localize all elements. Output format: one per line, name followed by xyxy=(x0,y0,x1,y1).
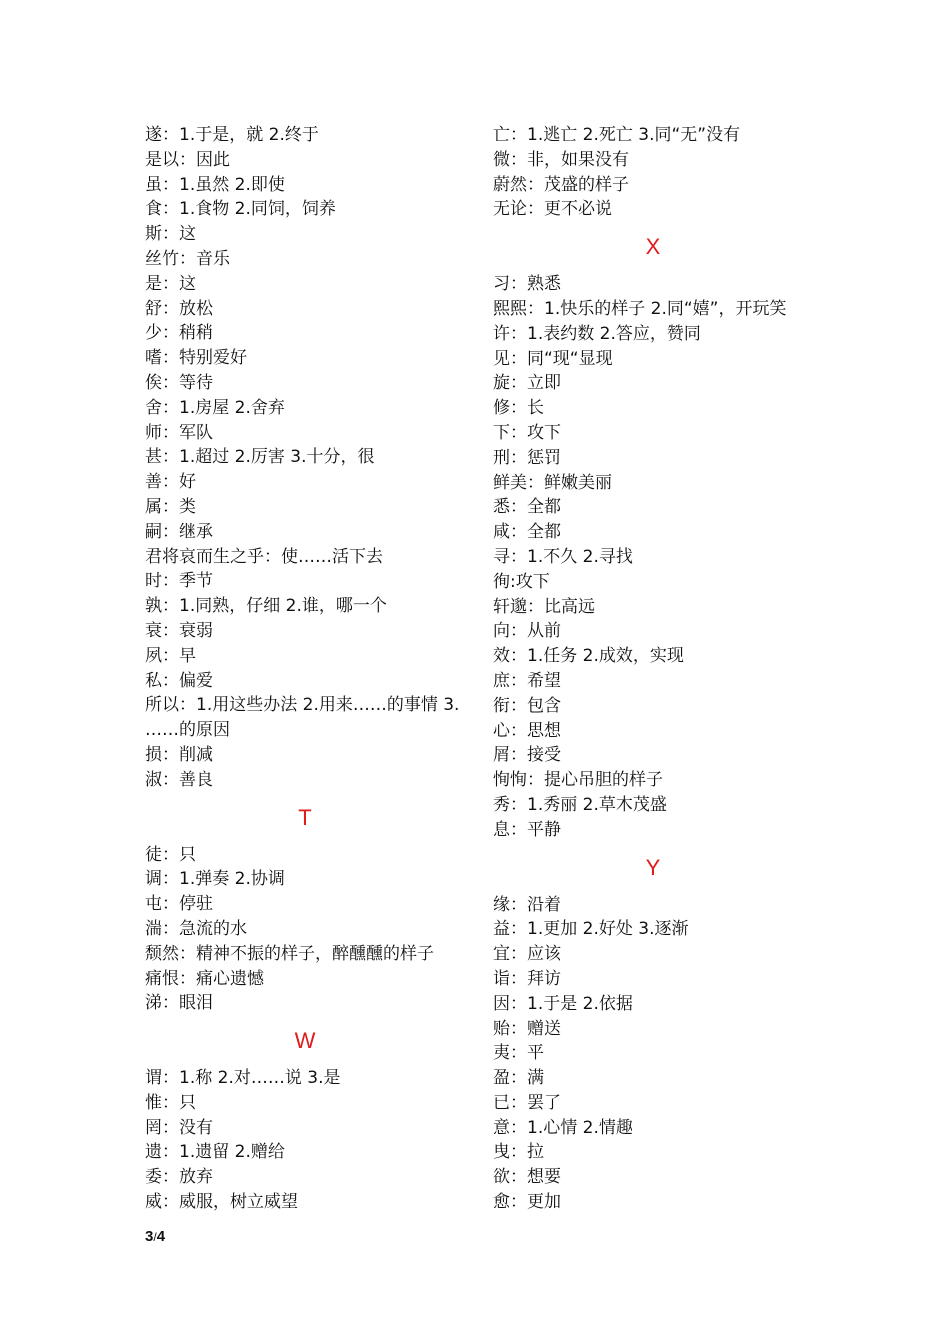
page-number xyxy=(145,1228,165,1245)
glossary-entry: 所以：1.用这些办法 2.用来……的事情 3. ……的原因 xyxy=(145,695,460,741)
glossary-entry: 损：削减 xyxy=(145,744,213,765)
glossary-entry: 徇:攻下 xyxy=(493,571,550,592)
glossary-entry: 师：军队 xyxy=(145,422,213,443)
glossary-entry: 屯：停驻 xyxy=(145,894,213,915)
glossary-entry: 曳：拉 xyxy=(493,1142,544,1163)
glossary-entry: 孰：1.同熟，仔细 2.谁，哪一个 xyxy=(145,596,387,617)
glossary-entry: 悉：全都 xyxy=(493,497,561,518)
right-column xyxy=(493,123,813,1215)
glossary-entry: 愈：更加 xyxy=(493,1192,561,1213)
glossary-entry: 蔚然：茂盛的样子 xyxy=(493,174,629,195)
glossary-entry: 鲜美：鲜嫩美丽 xyxy=(493,472,612,493)
section-letter-y: Y xyxy=(645,854,661,880)
glossary-entry: 嗣：继承 xyxy=(145,521,213,542)
glossary-entry: 衔：包含 xyxy=(493,695,561,716)
glossary-entry: 见：同“现“显现 xyxy=(493,348,613,369)
glossary-entry: 欲：想要 xyxy=(493,1167,561,1188)
glossary-entry: 涕：眼泪 xyxy=(145,993,213,1014)
glossary-entry: 下：攻下 xyxy=(493,422,561,443)
section-letter-x: X xyxy=(645,234,661,260)
glossary-entry: 盈：满 xyxy=(493,1068,544,1089)
glossary-entry: 因：1.于是 2.依据 xyxy=(493,993,633,1014)
glossary-entry: 夙：早 xyxy=(145,645,196,666)
glossary-entry: 轩邈：比高远 xyxy=(493,596,595,617)
glossary-entry: 调：1.弹奏 2.协调 xyxy=(145,869,285,890)
glossary-entry: 是以：因此 xyxy=(145,149,230,170)
glossary-entry: 君将哀而生之乎：使……活下去 xyxy=(145,546,383,567)
glossary-entry: 罔：没有 xyxy=(145,1117,213,1138)
glossary-entry: 恂恂：提心吊胆的样子 xyxy=(493,770,663,791)
glossary-entry: 刑：惩罚 xyxy=(493,447,561,468)
glossary-entry: 嗜：特别爱好 xyxy=(145,348,247,369)
glossary-entry: 寻：1.不久 2.寻找 xyxy=(493,546,633,567)
glossary-entry: 食：1.食物 2.同饲，饲养 xyxy=(145,199,336,220)
glossary-entry: 时：季节 xyxy=(145,571,213,592)
glossary-entry: 委：放弃 xyxy=(145,1167,213,1188)
glossary-entry: 向：从前 xyxy=(493,621,561,642)
section-letter-t: T xyxy=(298,804,312,830)
glossary-entry: 痛恨：痛心遗憾 xyxy=(145,968,264,989)
glossary-entry: 修：长 xyxy=(493,398,544,419)
glossary-entry: 已：罢了 xyxy=(493,1092,561,1113)
glossary-entry: 私：偏爱 xyxy=(145,670,213,691)
glossary-entry: 徒：只 xyxy=(145,844,196,865)
glossary-entry: 惟：只 xyxy=(145,1092,196,1113)
glossary-entry: 遗：1.遗留 2.赠给 xyxy=(145,1142,285,1163)
glossary-entry: 宜：应该 xyxy=(493,944,561,965)
glossary-entry: 舒：放松 xyxy=(145,298,213,319)
glossary-entry: 谓：1.称 2.对……说 3.是 xyxy=(145,1068,341,1089)
glossary-entry: 夷：平 xyxy=(493,1043,544,1064)
glossary-entry: 是：这 xyxy=(145,273,196,294)
glossary-entry: 咸：全都 xyxy=(493,522,561,543)
glossary-entry: 效：1.任务 2.成效，实现 xyxy=(493,646,684,667)
glossary-entry: 缘：沿着 xyxy=(493,894,561,915)
glossary-entry: 遂：1.于是，就 2.终于 xyxy=(145,125,319,145)
glossary-entry: 亡：1.逃亡 2.死亡 3.同“无”没有 xyxy=(493,125,741,145)
glossary-entry: 颓然：精神不振的样子，醉醺醺的样子 xyxy=(145,943,434,964)
glossary-entry: 威：威服，树立威望 xyxy=(145,1192,298,1213)
current-page: 3 xyxy=(145,1228,154,1245)
glossary-entry: 熙熙：1.快乐的样子 2.同“嬉”，开玩笑 xyxy=(493,298,787,319)
glossary-entry: 息：平静 xyxy=(493,819,561,840)
glossary-entry: 舍：1.房屋 2.舍弃 xyxy=(145,397,285,418)
total-pages: 4 xyxy=(156,1228,166,1245)
glossary-entry: 俟：等待 xyxy=(145,372,213,393)
glossary-entry: 秀：1.秀丽 2.草木茂盛 xyxy=(493,794,667,815)
glossary-entry: 旋：立即 xyxy=(493,373,561,394)
glossary-entry: 少：稍稍 xyxy=(145,323,213,344)
glossary-entry: 属：类 xyxy=(145,496,196,517)
glossary-entry: 虽：1.虽然 2.即使 xyxy=(145,174,285,195)
glossary-entry: 益：1.更加 2.好处 3.逐渐 xyxy=(493,919,689,940)
glossary-entry: 习：熟悉 xyxy=(493,274,561,295)
glossary-entry: 丝竹：音乐 xyxy=(145,248,230,269)
glossary-entry: 庶：希望 xyxy=(493,670,561,691)
glossary-entry: 衰：衰弱 xyxy=(145,620,213,641)
glossary-entry: 许：1.表约数 2.答应，赞同 xyxy=(493,323,701,344)
glossary-entry: 斯：这 xyxy=(145,224,196,245)
page-separator: / xyxy=(153,1230,157,1244)
glossary-entry: 湍：急流的水 xyxy=(145,918,247,939)
glossary-entry: 诣：拜访 xyxy=(493,968,561,989)
glossary-entry: 善：好 xyxy=(145,472,196,493)
glossary-entry: 贻：赠送 xyxy=(493,1018,561,1039)
glossary-entry: 意：1.心情 2.情趣 xyxy=(493,1117,633,1138)
glossary-entry: 心：思想 xyxy=(493,720,561,741)
glossary-entry: 无论：更不必说 xyxy=(493,199,612,220)
glossary-entry: 屑：接受 xyxy=(493,745,561,766)
left-column xyxy=(145,123,465,1215)
glossary-entry: 淑：善良 xyxy=(145,769,213,790)
section-letter-w: W xyxy=(294,1028,316,1054)
glossary-entry: 甚：1.超过 2.厉害 3.十分，很 xyxy=(145,447,375,468)
glossary-entry: 微：非，如果没有 xyxy=(493,149,629,170)
